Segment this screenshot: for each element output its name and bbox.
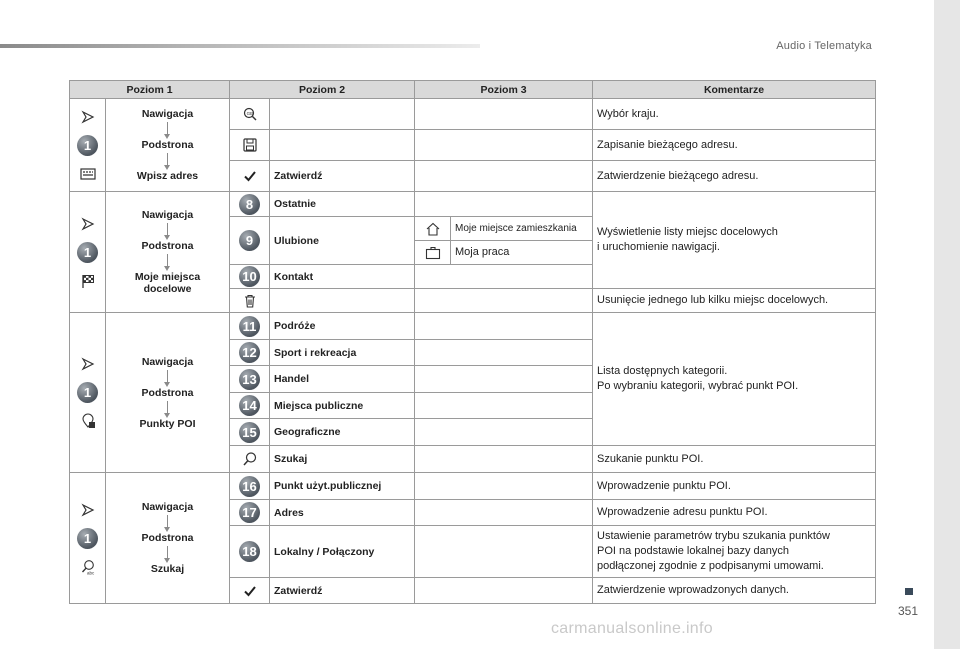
comment-cell: Zatwierdzenie wprowadzonych danych. xyxy=(593,578,876,604)
navigation-arrow-icon[interactable] xyxy=(80,356,96,372)
group4-level1-icons xyxy=(70,473,106,604)
level2-badge-cell xyxy=(230,340,270,366)
group4-level1-labels xyxy=(106,473,230,604)
level2-badge-cell xyxy=(230,419,270,446)
level2-badge-cell xyxy=(230,526,270,578)
down-arrow-icon xyxy=(167,122,168,136)
level2-badge-cell xyxy=(230,366,270,393)
down-arrow-icon xyxy=(167,153,168,167)
navigation-arrow-icon[interactable] xyxy=(80,109,96,125)
level2-label: Ulubione xyxy=(270,217,415,265)
address-keyboard-icon[interactable] xyxy=(80,166,96,182)
level2-label: Kontakt xyxy=(270,265,415,289)
group3-level1-labels xyxy=(106,313,230,473)
level2-icon-cell xyxy=(230,99,270,130)
badge-1: 1 xyxy=(77,382,98,403)
watermark: carmanualsonline.info xyxy=(551,620,713,637)
level3-cell xyxy=(415,578,593,604)
svg-text:GB: GB xyxy=(246,110,253,116)
level3-cell xyxy=(415,313,593,340)
down-arrow-icon xyxy=(167,546,168,560)
level1-item: Nawigacja xyxy=(141,501,194,513)
level3-cell xyxy=(415,289,593,313)
comment-cell: Wybór kraju. xyxy=(593,99,876,130)
svg-text:abc: abc xyxy=(86,570,94,575)
level2-badge-cell xyxy=(230,393,270,419)
level2-label: Punkt użyt.publicznej xyxy=(270,473,415,500)
comment-line: i uruchomienie nawigacji. xyxy=(597,241,720,253)
badge-15: 15 xyxy=(239,422,260,443)
magnifier-icon[interactable] xyxy=(242,451,258,467)
badge-17: 17 xyxy=(239,502,260,523)
level1-item: Moje miejsca docelowe xyxy=(134,271,201,295)
comment-cell: Zapisanie bieżącego adresu. xyxy=(593,130,876,161)
badge-1: 1 xyxy=(77,242,98,263)
level2-badge-cell xyxy=(230,313,270,340)
level2-label: Adres xyxy=(270,500,415,526)
level2-label: Szukaj xyxy=(270,446,415,473)
badge-16: 16 xyxy=(239,476,260,497)
level2-label xyxy=(270,99,415,130)
header-level2: Poziom 2 xyxy=(230,81,415,99)
header-comments: Komentarze xyxy=(593,81,876,99)
level2-label: Miejsca publiczne xyxy=(270,393,415,419)
level1-item: Wpisz adres xyxy=(136,170,199,182)
badge-8: 8 xyxy=(239,194,260,215)
home-icon[interactable] xyxy=(425,221,441,237)
comment-cell: Usunięcie jednego lub kilku miejsc docelowych. xyxy=(593,289,876,313)
trash-icon[interactable] xyxy=(242,293,258,309)
level2-label: Lokalny / Połączony xyxy=(270,526,415,578)
level1-item: Punkty POI xyxy=(139,417,196,430)
level1-item: Podstrona xyxy=(141,240,194,252)
level3-icon-cell xyxy=(415,241,451,265)
level2-icon-cell xyxy=(230,161,270,192)
destination-flag-icon[interactable] xyxy=(80,273,96,289)
level1-item: Podstrona xyxy=(141,386,194,399)
level2-icon-cell xyxy=(230,446,270,473)
comment-cell xyxy=(593,313,876,446)
comment-line: Lista dostępnych kategorii. xyxy=(597,365,728,377)
down-arrow-icon xyxy=(167,223,168,237)
level3-cell xyxy=(415,192,593,217)
header-level3: Poziom 3 xyxy=(415,81,593,99)
comment-line: Po wybraniu kategorii, wybrać punkt POI. xyxy=(597,380,799,392)
comment-cell: Wprowadzenie adresu punktu POI. xyxy=(593,500,876,526)
level2-label: Zatwierdź xyxy=(270,578,415,604)
level2-icon-cell xyxy=(230,289,270,313)
country-search-icon[interactable] xyxy=(242,106,258,122)
badge-18: 18 xyxy=(239,541,260,562)
level3-cell xyxy=(415,393,593,419)
level1-item: Podstrona xyxy=(141,532,194,544)
comment-line: Ustawienie parametrów trybu szukania punktów xyxy=(597,530,830,542)
group1-level1-labels xyxy=(106,99,230,192)
comment-line: POI na podstawie lokalnej bazy danych xyxy=(597,545,790,557)
save-disk-icon[interactable] xyxy=(242,137,258,153)
poi-pin-icon[interactable] xyxy=(80,413,96,429)
group3-level1-icons xyxy=(70,313,106,473)
level2-label: Ostatnie xyxy=(270,192,415,217)
badge-14: 14 xyxy=(239,395,260,416)
level2-label: Handel xyxy=(270,366,415,393)
comment-cell xyxy=(593,526,876,578)
down-arrow-icon xyxy=(167,254,168,268)
level1-item: Nawigacja xyxy=(141,209,194,221)
comment-cell: Zatwierdzenie bieżącego adresu. xyxy=(593,161,876,192)
search-abc-icon[interactable] xyxy=(80,559,96,575)
level2-label: Podróże xyxy=(270,313,415,340)
comment-line: podłączonej zgodnie z podpisanymi umowami. xyxy=(597,560,824,572)
level3-cell xyxy=(415,265,593,289)
down-arrow-icon xyxy=(167,370,168,384)
group1-level1-icons xyxy=(70,99,106,192)
level2-label: Geograficzne xyxy=(270,419,415,446)
level1-item: Nawigacja xyxy=(141,355,194,368)
level2-badge-cell xyxy=(230,500,270,526)
level2-badge-cell xyxy=(230,265,270,289)
side-strip xyxy=(934,0,960,649)
page-marker xyxy=(905,588,913,595)
comment-cell: Szukanie punktu POI. xyxy=(593,446,876,473)
badge-12: 12 xyxy=(239,342,260,363)
section-title: Audio i Telematyka xyxy=(776,40,872,52)
table-row xyxy=(70,99,876,130)
level2-icon-cell xyxy=(230,578,270,604)
check-icon[interactable] xyxy=(242,583,258,599)
level1-item: Szukaj xyxy=(150,563,185,575)
badge-10: 10 xyxy=(239,266,260,287)
table-row xyxy=(70,313,876,340)
table-header-row xyxy=(70,81,876,99)
down-arrow-icon xyxy=(167,515,168,529)
level3-icon-cell xyxy=(415,217,451,241)
badge-11: 11 xyxy=(239,316,260,337)
badge-1: 1 xyxy=(77,135,98,156)
badge-13: 13 xyxy=(239,369,260,390)
level3-label: Moja praca xyxy=(451,241,593,265)
page-number: 351 xyxy=(898,604,919,618)
navigation-arrow-icon[interactable] xyxy=(80,502,96,518)
comment-cell xyxy=(593,192,876,289)
level3-cell xyxy=(415,340,593,366)
table-row xyxy=(70,192,876,217)
level3-cell xyxy=(415,500,593,526)
level3-label: Moje miejsce zamieszkania xyxy=(451,217,593,241)
level2-label: Zatwierdź xyxy=(270,161,415,192)
header-level1: Poziom 1 xyxy=(70,81,230,99)
level3-cell xyxy=(415,161,593,192)
table-row xyxy=(70,473,876,500)
level2-badge-cell xyxy=(230,217,270,265)
comment-cell: Wprowadzenie punktu POI. xyxy=(593,473,876,500)
level3-cell xyxy=(415,130,593,161)
down-arrow-icon xyxy=(167,401,168,415)
level2-label xyxy=(270,130,415,161)
level2-badge-cell xyxy=(230,473,270,500)
level1-item: Nawigacja xyxy=(141,108,194,120)
briefcase-icon[interactable] xyxy=(425,245,441,261)
level3-cell xyxy=(415,419,593,446)
level2-badge-cell xyxy=(230,192,270,217)
level3-cell xyxy=(415,99,593,130)
group2-level1-icons xyxy=(70,192,106,313)
group2-level1-labels xyxy=(106,192,230,313)
comment-line: Wyświetlenie listy miejsc docelowych xyxy=(597,226,778,238)
badge-9: 9 xyxy=(239,230,260,251)
level2-label: Sport i rekreacja xyxy=(270,340,415,366)
header-gradient-bar xyxy=(0,44,480,48)
level3-cell xyxy=(415,446,593,473)
level3-cell xyxy=(415,473,593,500)
navigation-menu-table xyxy=(69,80,876,604)
navigation-arrow-icon[interactable] xyxy=(80,216,96,232)
level3-cell xyxy=(415,366,593,393)
level1-item: Podstrona xyxy=(141,139,194,151)
check-icon[interactable] xyxy=(242,168,258,184)
level2-label xyxy=(270,289,415,313)
badge-1: 1 xyxy=(77,528,98,549)
level3-cell xyxy=(415,526,593,578)
level2-icon-cell xyxy=(230,130,270,161)
